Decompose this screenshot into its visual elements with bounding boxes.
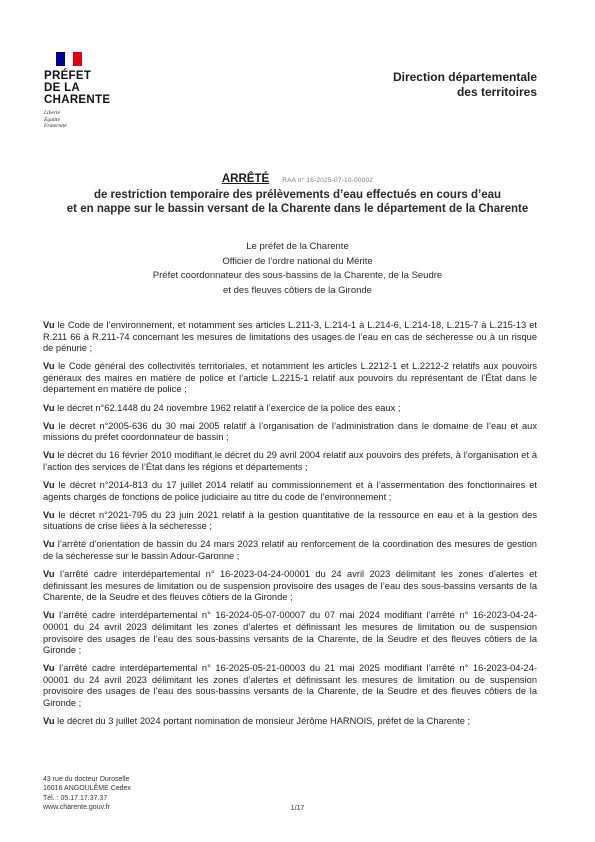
vu-text: l’arrêté d’orientation de bassin du 24 mars 2023 relatif au renforcement de la coordination des mesures de gestion de la sécheresse sur le bassin Adour-Garonne ; xyxy=(43,539,537,561)
republic-motto xyxy=(44,110,134,130)
vu-text: l’arrêté cadre interdépartemental n° 16-2024-05-07-00007 du 07 mai 2024 modifiant l’arrêté n° 16-2023-04-24-00001 du 24 avril 2023 délimitant les zones d’alertes et définissant les mesures de limitation ou de suspension provisoire des usages de l’eau des sous-bassins versants de la Charente, de la Seudre et des fleuves côtiers de la Gironde ; xyxy=(43,610,537,656)
motto-line: Fraternité xyxy=(44,123,67,129)
vu-text: le décret n°62.1448 du 24 novembre 1962 relatif à l’exercice de la police des eaux ; xyxy=(57,402,401,413)
vu-item xyxy=(43,610,537,656)
vu-item xyxy=(43,569,537,604)
vu-text: l’arrêté cadre interdépartemental n° 16-2023-04-24-00001 du 24 avril 2023 délimitant les zones d’alertes et définissant les mesures de limitation ou de suspension provisoire des usages de l’eau des sous-bassins versants de la Charente, de la Seudre et des fleuves côtiers de la Gironde ; xyxy=(43,569,537,603)
issuing-direction xyxy=(393,70,537,100)
prefect-title-line: Officier de l’ordre national du Mérite xyxy=(222,255,373,267)
vu-item xyxy=(43,450,537,473)
vu-item xyxy=(43,480,537,503)
decree-title xyxy=(40,172,555,216)
website-link[interactable]: www.charente.gouv.fr xyxy=(43,803,110,811)
arrete-row xyxy=(40,172,555,188)
logo-line: DE LA xyxy=(44,82,80,94)
prefect-title-line: Le préfet de la Charente xyxy=(246,241,349,252)
vu-item xyxy=(43,421,537,444)
decree-subtitle-line: et en nappe sur le bassin versant de la Charente dans le département de la Charente xyxy=(66,203,529,215)
vu-label: Vu xyxy=(43,610,55,621)
vu-text: le décret n°2021-795 du 23 juin 2021 relatif à la gestion quantitative de la ressource en eau et à la gestion des situations de crise liées à la sécheresse ; xyxy=(43,509,537,532)
decree-subtitle-line: de restriction temporaire des prélèvements d’eau effectués en cours d’eau xyxy=(93,189,502,201)
vu-item xyxy=(43,663,537,709)
vu-text: le décret n°2005-636 du 30 mai 2005 relatif à l’organisation de l’administration dans le domaine de l’eau et aux missions du préfet coordonnateur de bassin ; xyxy=(43,420,537,443)
vu-text: le décret du 3 juillet 2024 portant nomination de monsieur Jérôme HARNOIS, préfet de la Charente ; xyxy=(57,716,471,727)
vu-item xyxy=(43,716,537,728)
address-line: 43 rue du docteur Duroselle xyxy=(43,776,130,783)
prefecture-logo xyxy=(44,52,134,130)
vu-text: le décret n°2014-813 du 17 juillet 2014 relatif au commissionnement et à l’assermentation des fonctionnaires et agents chargés de fonctions de police judiciaire au titre du code de l’environnement ; xyxy=(43,480,537,502)
vu-label: Vu xyxy=(43,480,55,491)
logo-line: CHARENTE xyxy=(44,94,111,106)
vu-label: Vu xyxy=(43,539,55,550)
vu-item xyxy=(43,510,537,533)
direction-line: Direction départementale xyxy=(392,70,537,84)
vu-item xyxy=(43,403,537,415)
legal-references xyxy=(43,320,537,734)
vu-text: l’arrêté cadre interdépartemental n° 16-2025-05-21-00003 du 21 mai 2025 modifiant l’arrêté n° 16-2023-04-24-00001 du 24 avril 2023 délimitant les zones d’alertes et définissant les mesures de limitation ou de suspension provisoire des usages de l’eau des sous-bassins versants de la Charente, de la Seudre et des fleuves côtiers de la Gironde ; xyxy=(43,663,537,709)
vu-item xyxy=(43,320,537,355)
vu-label: Vu xyxy=(43,361,55,372)
vu-label: Vu xyxy=(43,569,55,580)
prefect-title-line: et des fleuves côtiers de la Gironde xyxy=(223,284,372,296)
direction-line: des territoires xyxy=(456,85,537,99)
vu-item xyxy=(43,361,537,396)
vu-label: Vu xyxy=(43,450,55,461)
vu-label: Vu xyxy=(43,420,55,431)
vu-item xyxy=(43,539,537,562)
arrete-heading: ARRÊTÉ xyxy=(221,173,270,185)
vu-label: Vu xyxy=(43,320,55,330)
raa-number: RAA n° 16-2025-07-10-00002 xyxy=(282,177,374,184)
vu-label: Vu xyxy=(43,716,55,727)
prefect-titles xyxy=(60,240,535,298)
motto-line: Égalité xyxy=(44,116,60,123)
marianne-flag-icon xyxy=(56,52,82,66)
vu-label: Vu xyxy=(43,663,55,674)
vu-label: Vu xyxy=(43,509,55,520)
vu-text: le décret du 16 février 2010 modifiant le décret du 29 avril 2004 relatif aux pouvoirs des préfets, à l’organisation et à l’action des services de l’État dans les régions et départements ; xyxy=(43,450,537,472)
vu-text: le Code général des collectivités territoriales, et notamment les articles L.2212-1 et L.2212-2 relatifs aux pouvoirs généraux des maires en matière de police et l’article L.2215-1 relatif aux pouvoirs du représentant de l’État dans le département en matière de police ; xyxy=(43,361,537,395)
address-line: 16016 ANGOULÊME Cedex xyxy=(43,785,131,793)
prefect-title-line: Préfet coordonnateur des sous-bassins de la Charente, de la Seudre xyxy=(152,270,443,281)
vu-text: le Code de l’environnement, et notamment ses articles L.211-3, L.214-1 à L.214-6, L.214-18, L.215-7 à L.215-13 et R.211 66 à R.211-74 concernant les mesures de limitations des usages de l’eau en cas de sécheresse ou à un risque de pénurie ; xyxy=(43,320,538,354)
motto-line: Liberté xyxy=(44,110,60,116)
vu-label: Vu xyxy=(43,402,55,413)
logo-line: PRÉFET xyxy=(44,70,92,82)
phone-line: Tél. : 05.17.17.37.37 xyxy=(43,794,108,802)
page-number: 1/17 xyxy=(290,805,305,812)
